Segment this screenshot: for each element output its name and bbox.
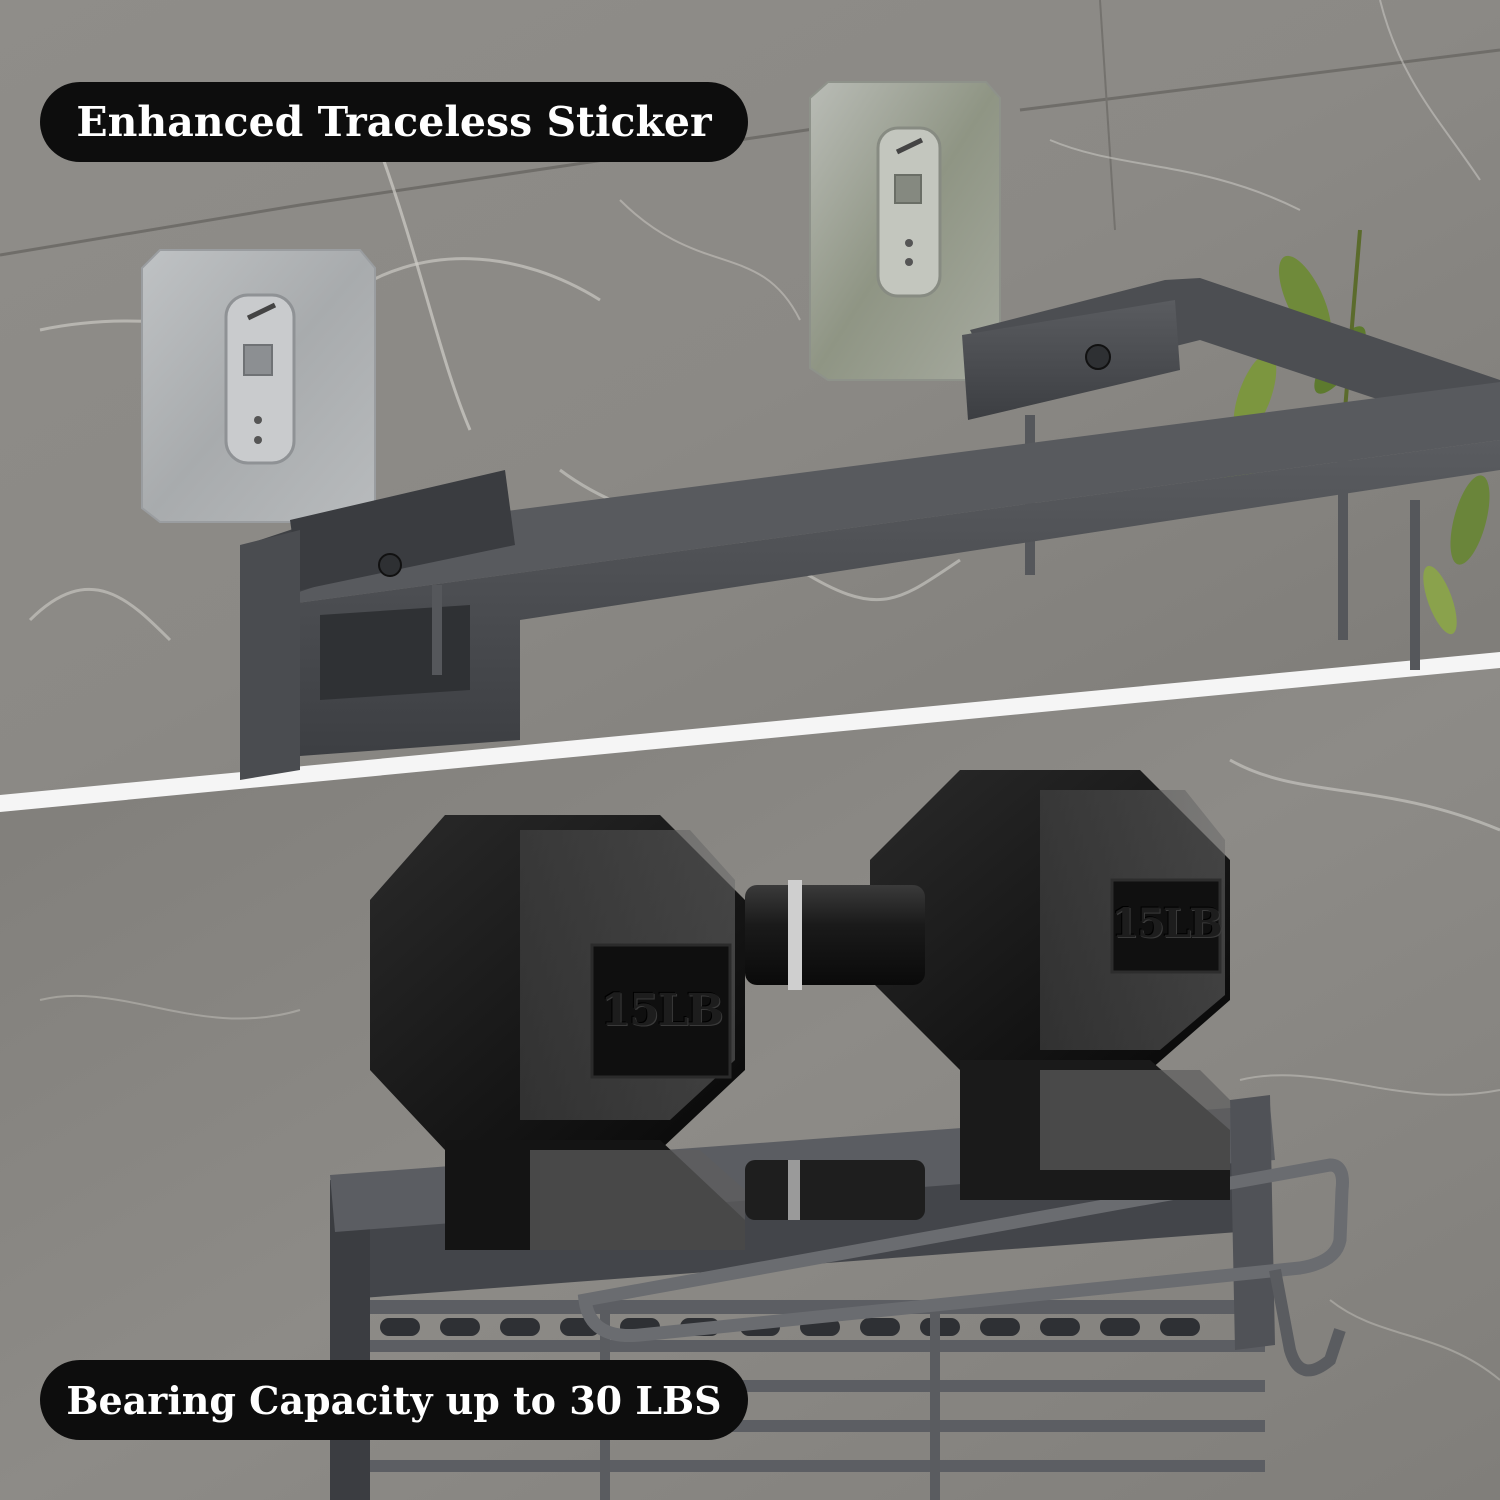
caption-traceless-sticker: Enhanced Traceless Sticker	[40, 82, 748, 162]
adhesive-sticker-left	[142, 250, 375, 522]
dumbbell-left-marking: 15LB	[600, 985, 722, 1036]
dumbbell-right-marking: 15LB	[1111, 900, 1221, 947]
caption-bearing-capacity: Bearing Capacity up to 30 LBS	[40, 1360, 748, 1440]
